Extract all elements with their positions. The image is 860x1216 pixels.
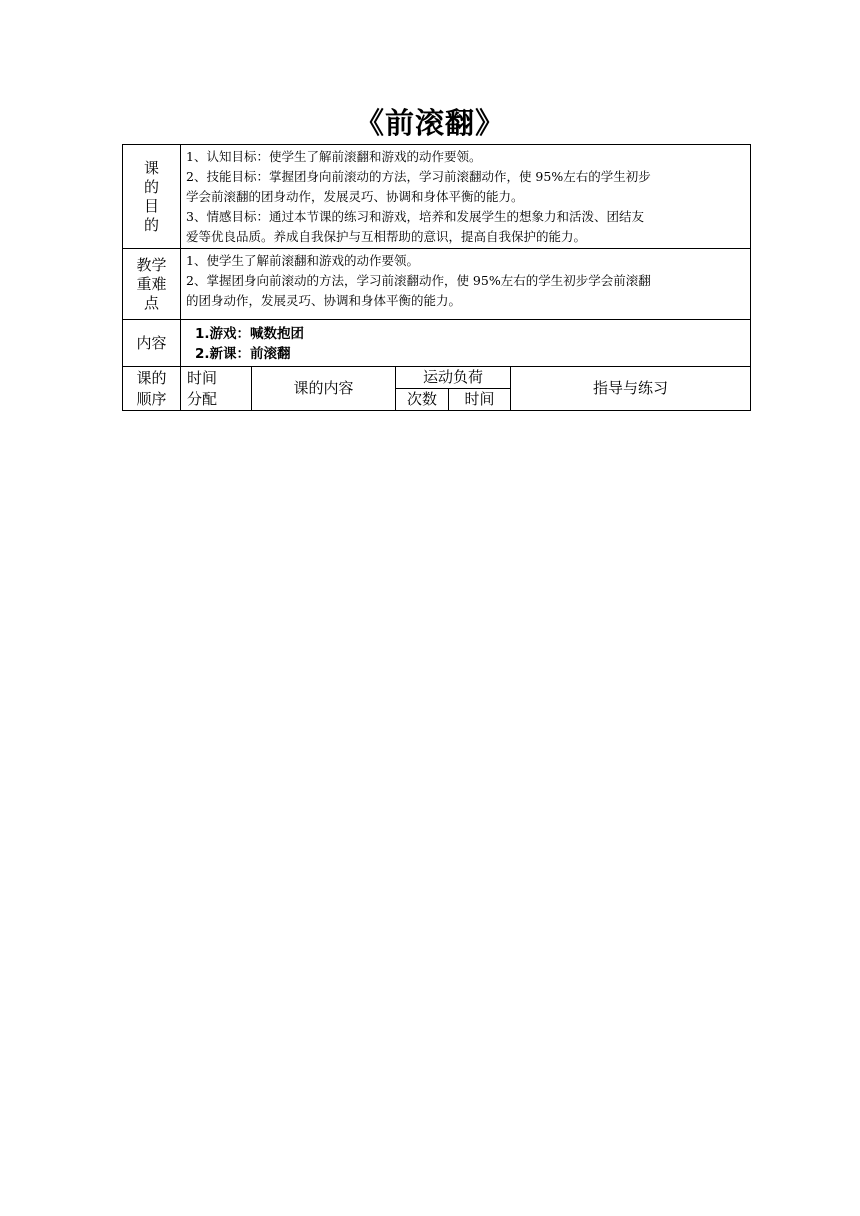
header-exercise-load: 运动负荷 [396,367,511,389]
header-guidance: 指导与练习 [511,367,751,411]
objective-line: 2、技能目标：掌握团身向前滚动的方法，学习前滚翻动作，使 95%左右的学生初步 [186,169,651,184]
header-duration: 时间 [449,389,511,411]
header-time-allocation: 时间 分配 [181,367,252,411]
schedule-header-row [123,367,751,389]
header-order: 课的 顺序 [123,367,181,411]
objective-line: 1、认知目标：使学生了解前滚翻和游戏的动作要领。 [186,149,482,164]
objectives-text [181,145,751,249]
key-points-row [123,249,751,320]
content-text [181,320,751,367]
key-points-label: 教学 重难 点 [123,249,181,320]
objectives-label: 课 的 目 的 [123,145,181,249]
objectives-row [123,145,751,249]
objective-line: 3、情感目标：通过本节课的练习和游戏，培养和发展学生的想象力和活泼、团结友 [186,209,644,224]
content-row [123,320,751,367]
lesson-plan-table [122,144,751,411]
key-point-line: 1、使学生了解前滚翻和游戏的动作要领。 [186,253,419,268]
content-line: 1.游戏：喊数抱团 [195,326,305,342]
key-point-line: 的团身动作，发展灵巧、协调和身体平衡的能力。 [186,293,462,308]
content-line: 2.新课：前滚翻 [195,346,291,362]
key-points-text [181,249,751,320]
header-lesson-content: 课的内容 [252,367,396,411]
header-count: 次数 [396,389,449,411]
key-point-line: 2、掌握团身向前滚动的方法，学习前滚翻动作，使 95%左右的学生初步学会前滚翻 [186,273,651,288]
objective-line: 爱等优良品质。养成自我保护与互相帮助的意识，提高自我保护的能力。 [186,229,587,244]
content-label: 内容 [123,320,181,367]
objective-line: 学会前滚翻的团身动作，发展灵巧、协调和身体平衡的能力。 [186,189,524,204]
page-title: 《前滚翻》 [354,106,505,140]
